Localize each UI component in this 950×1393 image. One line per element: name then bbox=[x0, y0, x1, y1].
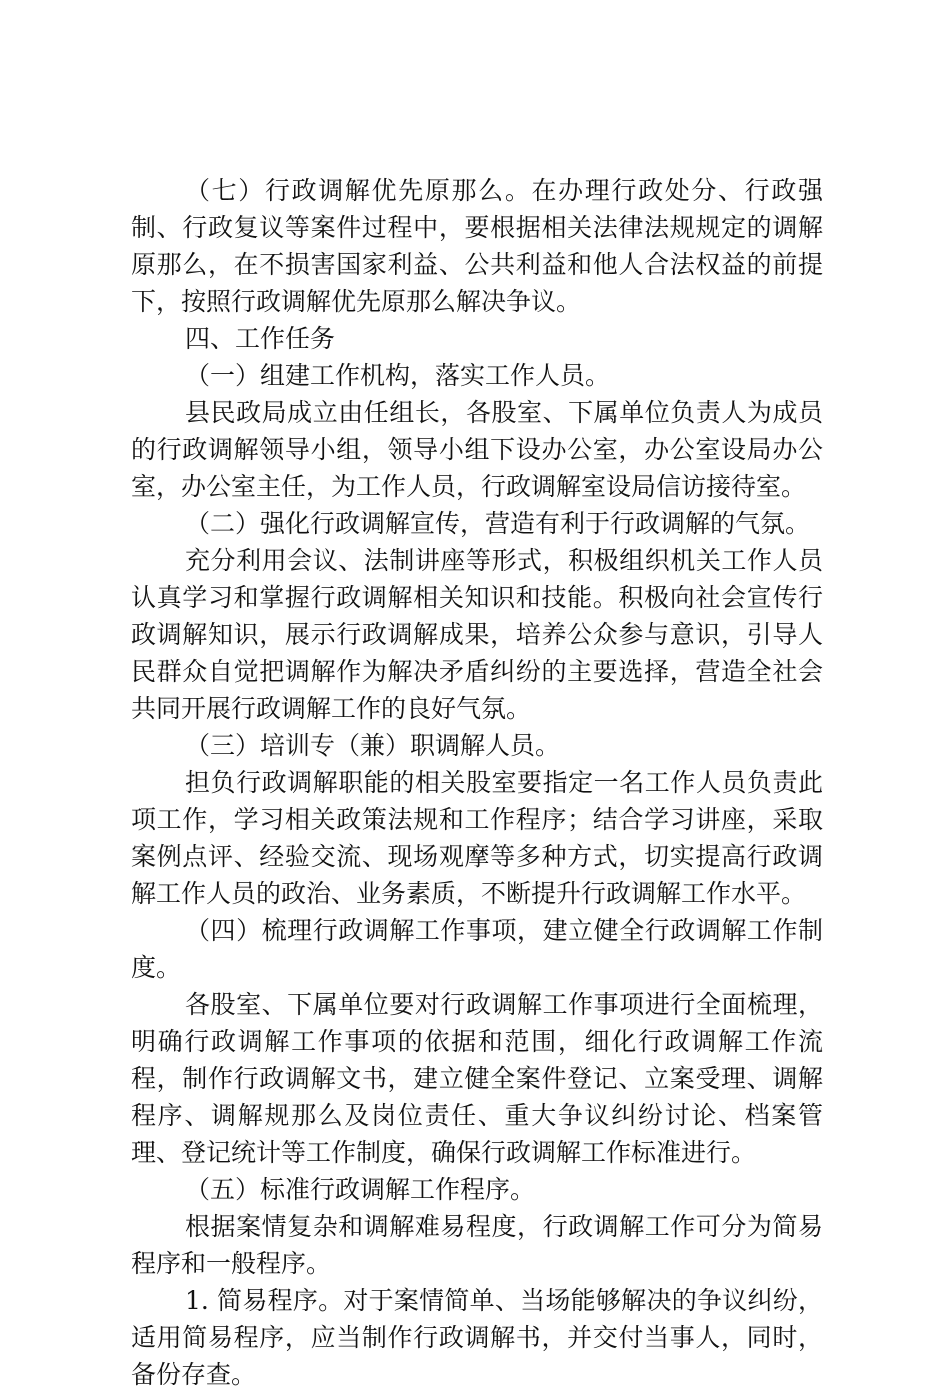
paragraph-principle-seven: （七）行政调解优先原那么。在办理行政处分、行政强制、行政复议等案件过程中，要根据相关法律法规规定的调解原那么，在不损害国家利益、公共利益和他人合法权益的前提下，按照行政调解优先原那么解决争议。 bbox=[131, 176, 823, 316]
paragraph-simple-procedure: 1. 简易程序。对于案情简单、当场能够解决的争议纠纷，适用简易程序，应当制作行政调解书，并交付当事人，同时，备份存查。 bbox=[131, 1286, 823, 1389]
subheading-task-five: （五）标准行政调解工作程序。 bbox=[185, 1175, 536, 1204]
paragraph-task-one: 县民政局成立由任组长，各股室、下属单位负责人为成员的行政调解领导小组，领导小组下设办公室，办公室设局办公室，办公室主任，为工作人员，行政调解室设局信访接待室。 bbox=[131, 398, 823, 501]
subheading-task-four: （四）梳理行政调解工作事项，建立健全行政调解工作制度。 bbox=[131, 916, 823, 982]
document-body bbox=[131, 172, 823, 1393]
paragraph-task-three: 担负行政调解职能的相关股室要指定一名工作人员负责此项工作，学习相关政策法规和工作程序；结合学习讲座，采取案例点评、经验交流、现场观摩等多种方式，切实提高行政调解工作人员的政治、业务素质，不断提升行政调解工作水平。 bbox=[131, 768, 823, 908]
subheading-task-one: （一）组建工作机构，落实工作人员。 bbox=[185, 361, 611, 390]
paragraph-task-two: 充分利用会议、法制讲座等形式，积极组织机关工作人员认真学习和掌握行政调解相关知识和技能。积极向社会宣传行政调解知识，展示行政调解成果，培养公众参与意识，引导人民群众自觉把调解作为解决矛盾纠纷的主要选择，营造全社会共同开展行政调解工作的良好气氛。 bbox=[131, 546, 823, 723]
subheading-task-three: （三）培训专（兼）职调解人员。 bbox=[185, 731, 561, 760]
paragraph-task-four: 各股室、下属单位要对行政调解工作事项进行全面梳理，明确行政调解工作事项的依据和范围，细化行政调解工作流程，制作行政调解文书，建立健全案件登记、立案受理、调解程序、调解规那么及岗位责任、重大争议纠纷讨论、档案管理、登记统计等工作制度，确保行政调解工作标准进行。 bbox=[131, 990, 823, 1167]
subheading-task-two: （二）强化行政调解宣传，营造有利于行政调解的气氛。 bbox=[185, 509, 811, 538]
section-heading-work-tasks: 四、工作任务 bbox=[185, 324, 336, 353]
paragraph-task-five: 根据案情复杂和调解难易程度，行政调解工作可分为简易程序和一般程序。 bbox=[131, 1212, 823, 1278]
